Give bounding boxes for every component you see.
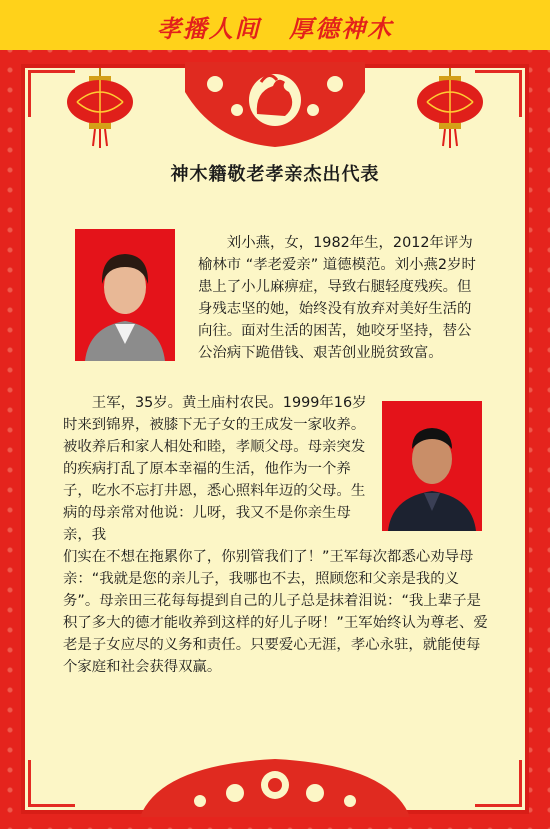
lantern-icon: [65, 68, 135, 148]
portrait-photo: [382, 401, 482, 531]
bio-text: 们实在不想在拖累你了，你别管我们了！”王军每次都悉心劝导母亲：“我就是您的亲儿子，我哪也不去，照顾您和父亲是我的义务”。母亲田三花每每提到自己的儿子总是抹着泪说：“我上辈子是积了多大的德才能收养到这样的好儿子呀！”王军始终认为尊老、爱老是子女应尽的义务和责任。只要爱心无涯，孝心永驻，就能使每个家庭和社会获得双赢。: [63, 549, 488, 675]
bio-text: 王军，35岁。黄土庙村农民。1999年16岁时来到锦界，被膝下无子女的王成发一家收养。被收养后和家人相处和睦，孝顺父母。母亲突发的疾病打乱了原本幸福的生活，他作为一个养子，吃水不忘打井恩，悉心照料年迈的父母。生病的母亲常对他说：儿呀，我又不是你亲生母亲，我: [63, 395, 367, 543]
portrait-photo: [75, 229, 175, 361]
rooster-papercut-icon: [185, 62, 365, 147]
flower-papercut-icon: [140, 755, 410, 817]
bio-text: 刘小燕，女，1982年生，2012年评为榆林市 “孝老爱亲” 道德模范。刘小燕2岁时患上了小儿麻痹症，导致右腿轻度残疾。但身残志坚的她，始终没有放弃对美好生活的向往。面对生活的困苦，她咬牙坚持，替公公治病下跪借钱、艰苦创业脱贫致富。: [198, 235, 476, 361]
corner-ornament: [475, 760, 522, 807]
corner-ornament: [28, 760, 75, 807]
top-banner: [0, 0, 550, 50]
page-title: 神木籍敬老孝亲杰出代表: [170, 164, 380, 185]
slogan: 孝播人间 厚德神木: [156, 14, 394, 43]
lantern-icon: [415, 68, 485, 148]
